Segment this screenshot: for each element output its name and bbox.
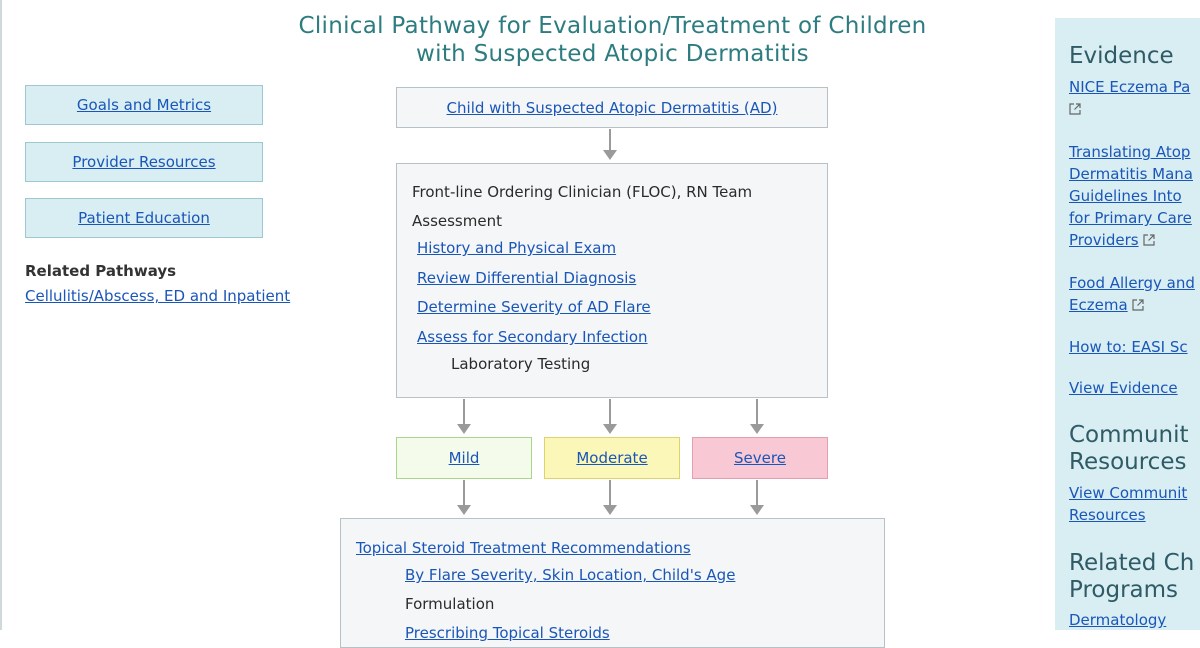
external-link-icon (1132, 299, 1144, 311)
right-sidebar (1055, 18, 1200, 630)
related-programs-heading (1069, 550, 1194, 604)
easi-link[interactable]: How to: EASI Sc (1069, 338, 1188, 356)
differential-diagnosis-link[interactable]: Review Differential Diagnosis (417, 269, 637, 287)
community-heading-line-2: Resources (1069, 449, 1187, 475)
nice-eczema-link[interactable]: NICE Eczema Pa (1069, 78, 1191, 96)
prescribing-steroids-link[interactable]: Prescribing Topical Steroids (405, 624, 610, 642)
severity-flare-link[interactable]: Determine Severity of AD Flare (417, 298, 651, 316)
flare-severity-link[interactable]: By Flare Severity, Skin Location, Child's Age (405, 566, 736, 584)
title-line-1: Clinical Pathway for Evaluation/Treatment of Children (298, 13, 927, 39)
start-link[interactable]: Child with Suspected Atopic Dermatitis (AD) (446, 98, 778, 117)
translating-link-line-1[interactable]: Translating Atop (1069, 143, 1191, 161)
related-pathways-heading: Related Pathways (25, 262, 177, 280)
nice-eczema-link-block (1069, 76, 1190, 120)
translating-link-line-5[interactable]: Providers (1069, 231, 1139, 249)
topical-steroid-link[interactable]: Topical Steroid Treatment Recommendations (356, 539, 691, 557)
secondary-infection-link[interactable]: Assess for Secondary Infection (417, 328, 648, 346)
treatment-box (340, 518, 885, 648)
arrow-down-icon (463, 399, 465, 426)
programs-heading-line-1: Related Ch (1069, 550, 1195, 576)
provider-resources-link[interactable]: Provider Resources (72, 153, 216, 171)
history-physical-link[interactable]: History and Physical Exam (417, 239, 617, 257)
moderate-link[interactable]: Moderate (576, 449, 648, 467)
assessment-box (396, 163, 828, 398)
food-allergy-link-line-1[interactable]: Food Allergy and (1069, 274, 1195, 292)
translating-link-line-3[interactable]: Guidelines Into (1069, 187, 1182, 205)
start-box (396, 87, 828, 128)
view-evidence-link[interactable]: View Evidence (1069, 379, 1178, 397)
moderate-box[interactable] (544, 437, 680, 479)
community-heading-line-1: Communit (1069, 422, 1189, 448)
arrow-down-icon (756, 480, 758, 507)
external-link-icon (1069, 103, 1081, 115)
severe-link[interactable]: Severe (734, 449, 786, 467)
assessment-line-2: Assessment (412, 212, 502, 230)
patient-education-button[interactable] (25, 198, 263, 238)
view-community-link-line-2[interactable]: Resources (1069, 506, 1146, 524)
programs-heading-line-2: Programs (1069, 577, 1179, 603)
community-resources-heading (1069, 422, 1189, 476)
severe-box[interactable] (692, 437, 828, 479)
arrow-down-icon (609, 480, 611, 507)
view-community-link-block (1069, 482, 1187, 526)
provider-resources-button[interactable] (25, 142, 263, 182)
patient-education-link[interactable]: Patient Education (78, 209, 210, 227)
assessment-line-1: Front-line Ordering Clinician (FLOC), RN Team (412, 183, 753, 201)
food-allergy-link-line-2[interactable]: Eczema (1069, 296, 1128, 314)
translating-link-line-4[interactable]: for Primary Care (1069, 209, 1192, 227)
translating-link-line-2[interactable]: Dermatitis Mana (1069, 165, 1193, 183)
view-community-link-line-1[interactable]: View Communit (1069, 484, 1188, 502)
translating-link-block (1069, 141, 1193, 251)
goals-metrics-button[interactable] (25, 85, 263, 125)
mild-box[interactable] (396, 437, 532, 479)
arrow-down-icon (609, 399, 611, 426)
cellulitis-pathway-link[interactable]: Cellulitis/Abscess, ED and Inpatient (25, 287, 291, 305)
title-line-2: with Suspected Atopic Dermatitis (416, 41, 809, 67)
dermatology-link[interactable]: Dermatology (1069, 611, 1167, 629)
page-title (215, 12, 1010, 68)
laboratory-testing-text: Laboratory Testing (451, 355, 591, 373)
evidence-heading: Evidence (1069, 43, 1174, 69)
food-allergy-link-block (1069, 272, 1195, 316)
mild-link[interactable]: Mild (448, 449, 480, 467)
arrow-down-icon (609, 129, 611, 152)
goals-metrics-link[interactable]: Goals and Metrics (76, 96, 212, 114)
formulation-text: Formulation (405, 595, 495, 613)
external-link-icon (1143, 234, 1155, 246)
arrow-down-icon (463, 480, 465, 507)
arrow-down-icon (756, 399, 758, 426)
